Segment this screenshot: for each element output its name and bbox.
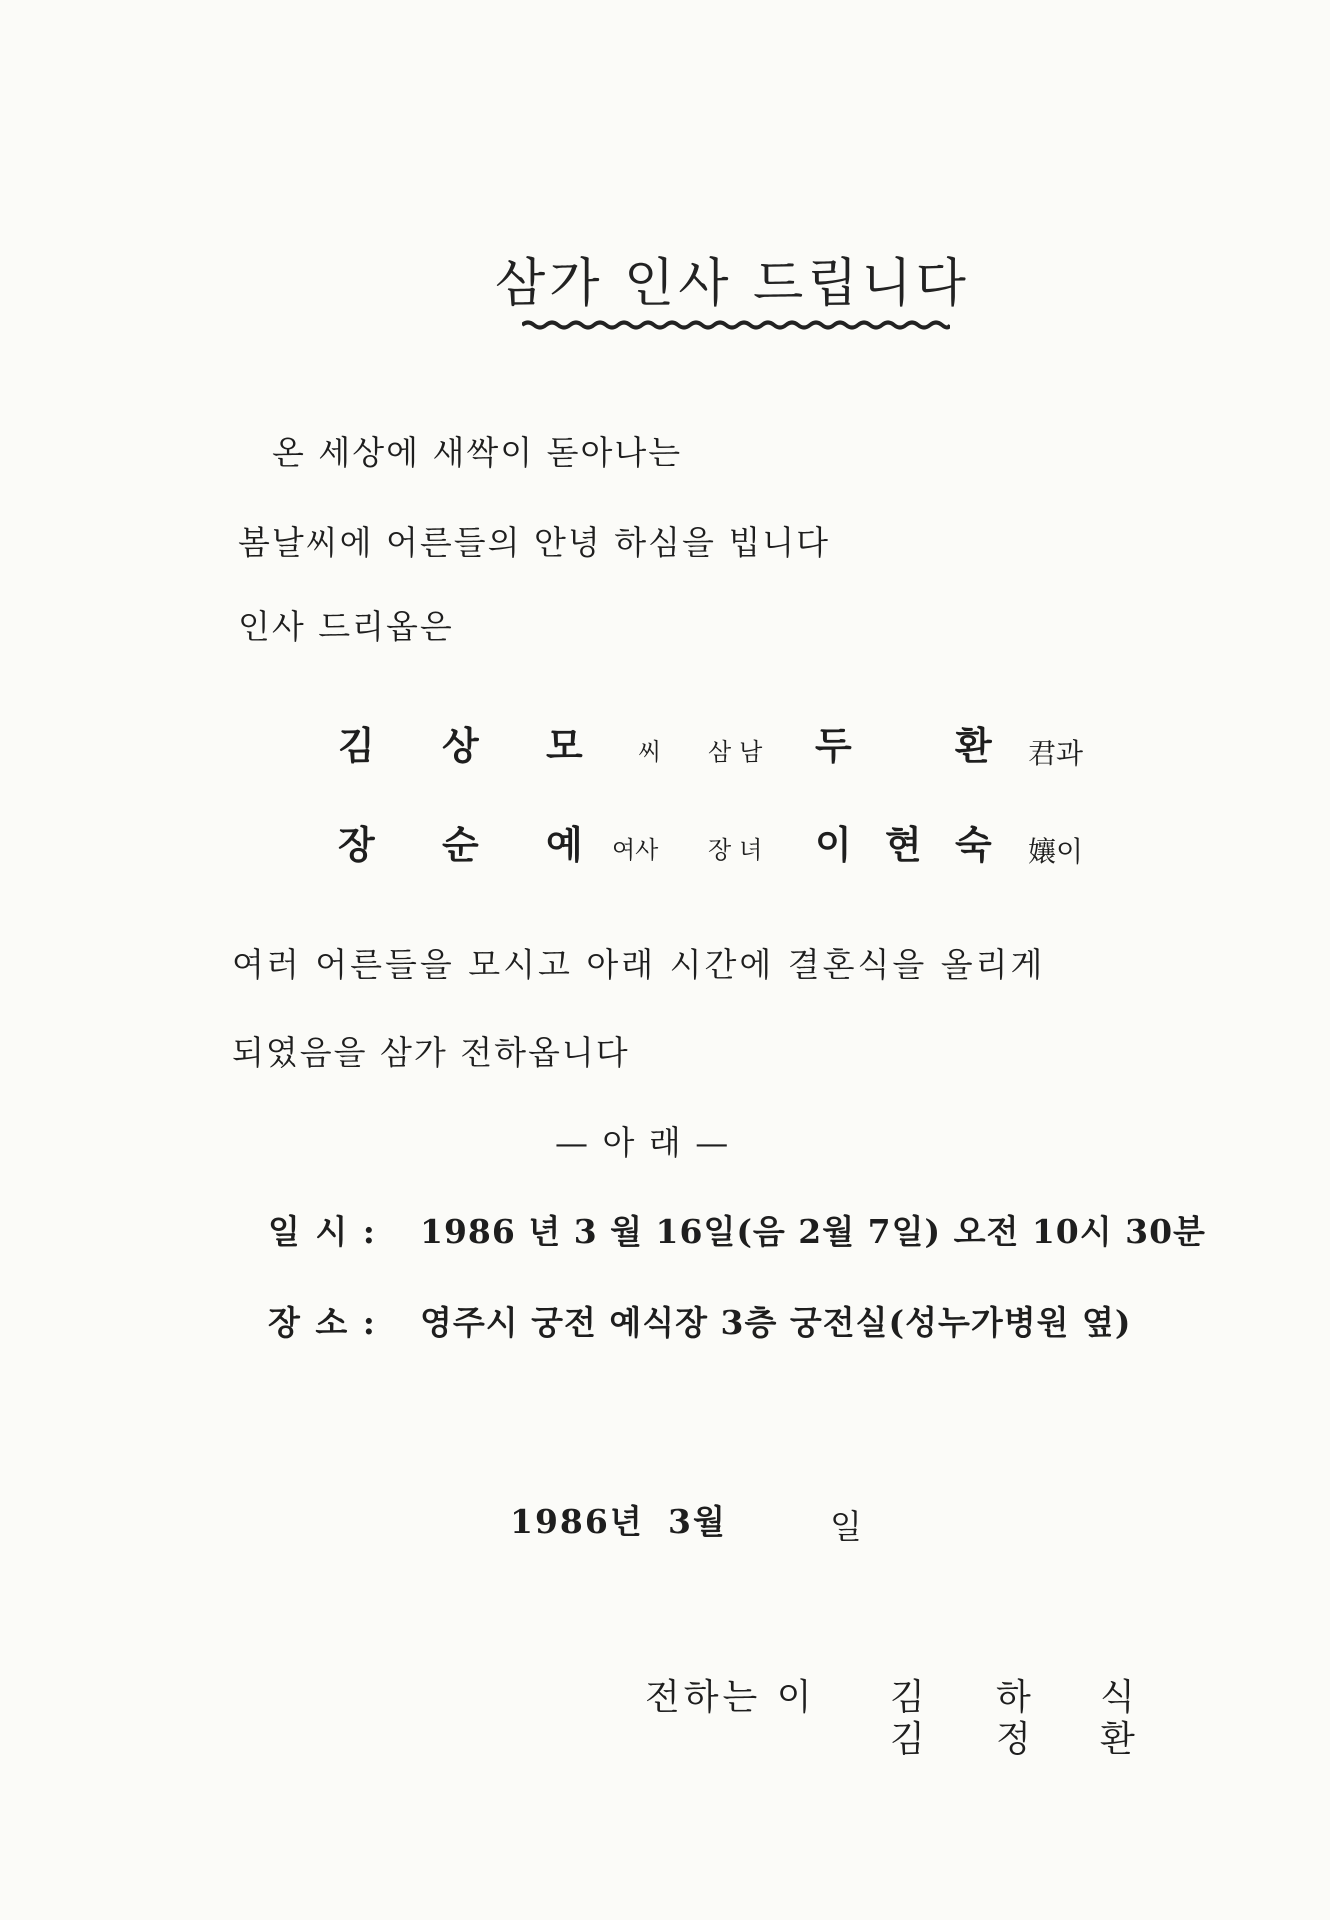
groom-father-honorific: 씨	[638, 738, 662, 766]
intro-line-3: 인사 드리옵은	[238, 607, 454, 646]
bride-mother-honorific: 여사	[612, 836, 659, 864]
issue-year: 1986년	[510, 1502, 644, 1541]
announcement-line-2: 되였음을 삼가 전하옵니다	[232, 1033, 630, 1072]
groom-relation: 삼남	[708, 738, 771, 766]
title-decorative-underline	[522, 320, 950, 330]
sender-2-char-1: 김	[890, 1719, 925, 1760]
bride-char-3: 숙	[955, 822, 992, 867]
place-value: 영주시 궁전 예식장 3층 궁전실(성누가병원 옆)	[420, 1303, 1132, 1342]
sender-label: 전하는 이	[645, 1677, 816, 1718]
sender-1-char-2: 하	[996, 1677, 1031, 1718]
issue-month: 3월	[668, 1502, 727, 1541]
groom-char-2: 환	[955, 723, 992, 768]
groom-father-char-3: 모	[546, 723, 583, 768]
document-title: 삼가 인사 드립니다	[495, 254, 970, 314]
bride-mother-char-1: 장	[338, 822, 375, 867]
issue-day: 일	[830, 1507, 864, 1546]
groom-father-char-2: 상	[442, 723, 479, 768]
intro-line-2: 봄날씨에 어른들의 안녕 하심을 빕니다	[238, 523, 831, 562]
below-heading: — 아 래 —	[555, 1123, 731, 1162]
sender-2-char-3: 환	[1100, 1719, 1135, 1760]
date-value: 1986 년 3 월 16일(음 2월 7일) 오전 10시 30분	[420, 1212, 1206, 1251]
bride-mother-char-2: 순	[442, 822, 479, 867]
announcement-line-1: 여러 어른들을 모시고 아래 시간에 결혼식을 올리게	[232, 945, 1046, 984]
sender-2-char-2: 정	[996, 1719, 1031, 1760]
sender-1-char-1: 김	[890, 1677, 925, 1718]
groom-suffix: 君과	[1028, 737, 1084, 770]
place-label: 장 소 :	[268, 1303, 377, 1342]
bride-char-1: 이	[815, 822, 852, 867]
sender-1-char-3: 식	[1100, 1677, 1135, 1718]
intro-line-1: 온 세상에 새싹이 돋아나는	[272, 433, 683, 472]
groom-father-char-1: 김	[338, 723, 375, 768]
bride-suffix: 孃이	[1028, 835, 1084, 868]
date-label: 일 시 :	[268, 1212, 377, 1251]
groom-char-1: 두	[815, 723, 852, 768]
bride-mother-char-3: 예	[546, 822, 583, 867]
bride-char-2: 현	[885, 822, 922, 867]
bride-relation: 장녀	[708, 836, 771, 864]
